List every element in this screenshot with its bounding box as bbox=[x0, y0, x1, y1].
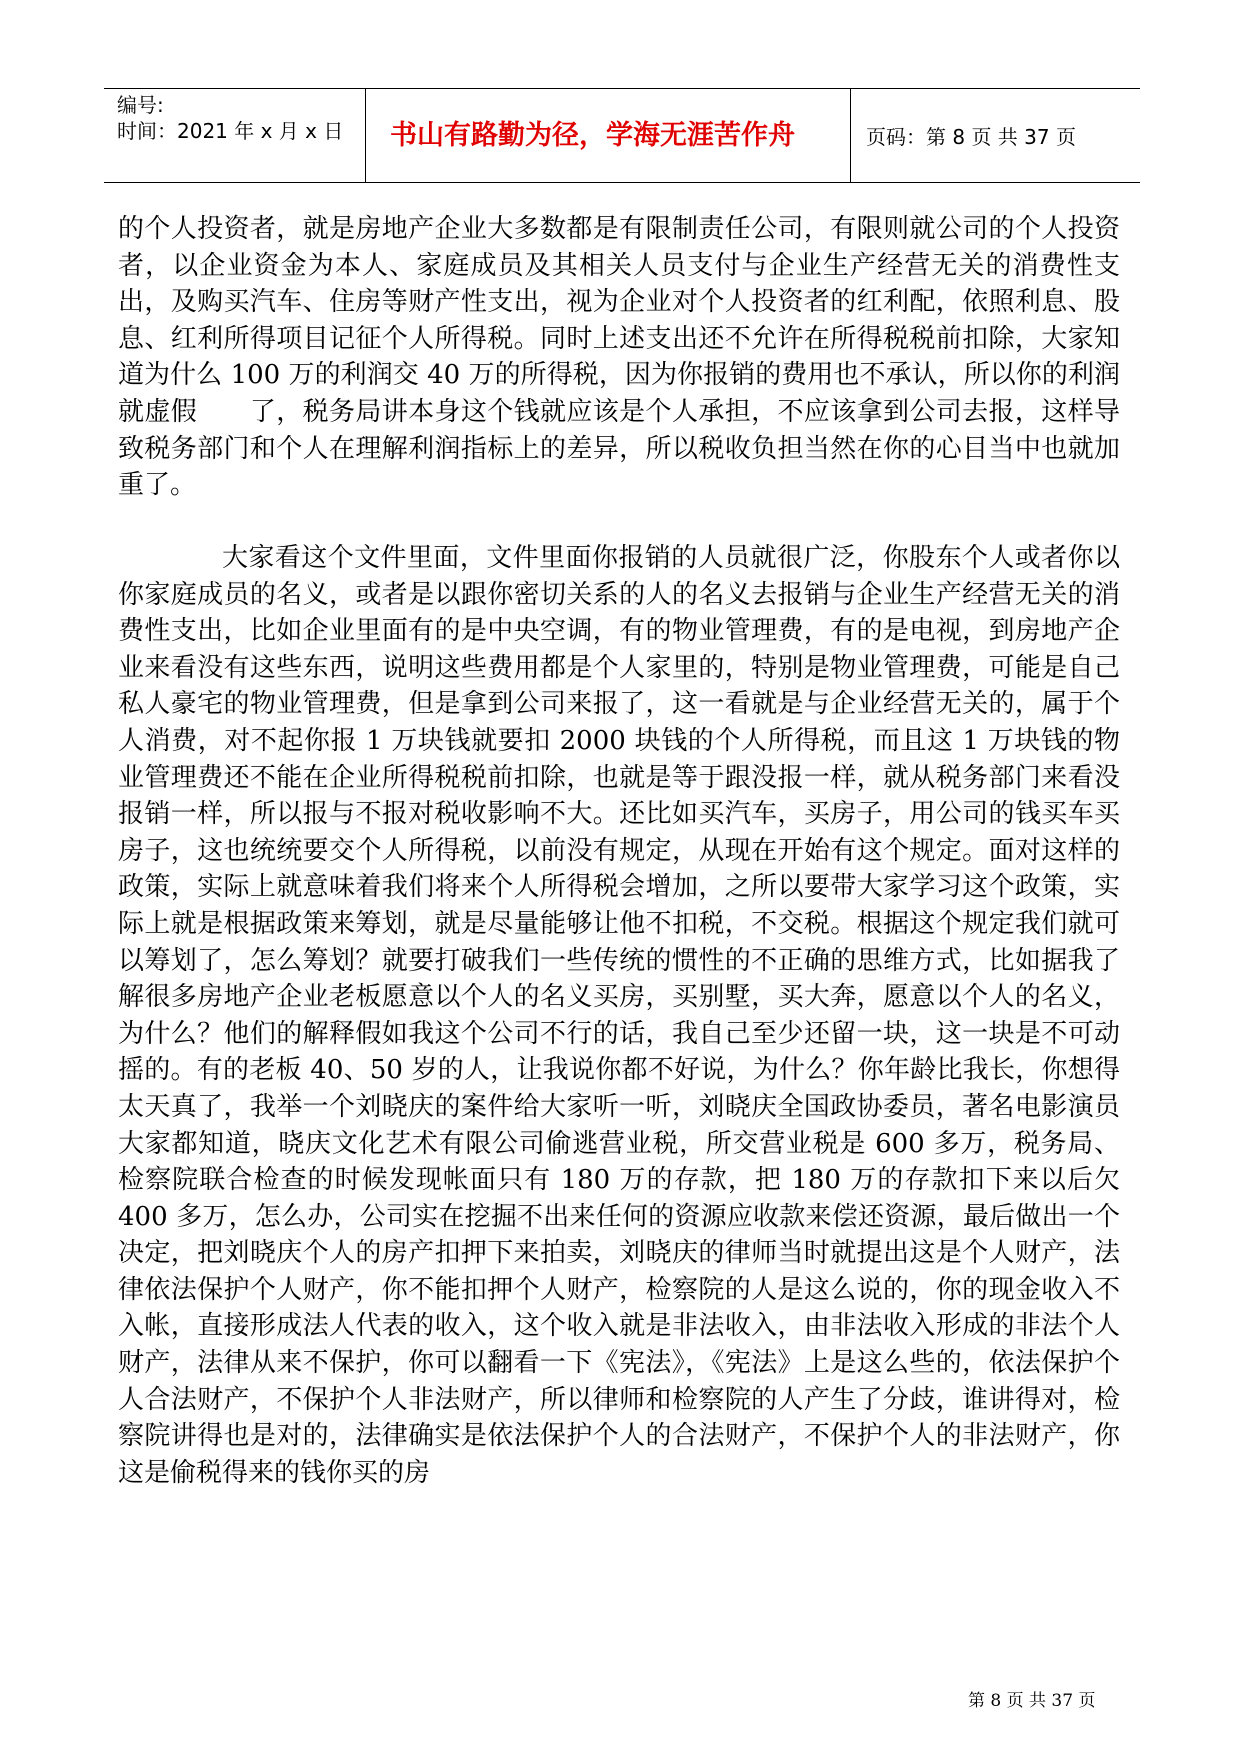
footer-page-number: 第 8 页 共 37 页 bbox=[968, 1691, 1096, 1711]
body-paragraph-2: 大家看这个文件里面，文件里面你报销的人员就很广泛，你股东个人或者你以你家庭成员的名义，或者是以跟你密切关系的人的名义去报销与企业生产经营无关的消费性支出，比如企业里面有的是中央空调，有的物业管理费，有的是电视，到房地产企业来看没有这些东西，说明这些费用都是个人家里的，特别是物业管理费，可能是自己私人豪宅的物业管理费，但是拿到公司来报了，这一看就是与企业经营无关的，属于个人消费，对不起你报 1 万块钱就要扣 2000 块钱的个人所得税，而且这 1 万块钱的物业管理费还不能在企业所得税税前扣除，也就是等于跟没报一样，就从税务部门来看没报销一样，所以报与不报对税收影响不大。还比如买汽车，买房子，用公司的钱买车买房子，这也统统要交个人所得税，以前没有规定，从现在开始有这个规定。面对这样的政策，实际上就意味着我们将来个人所得税会增加，之所以要带大家学习这个政策，实际上就是根据政策来筹划，就是尽量能够让他不扣税，不交税。根据这个规定我们就可以筹划了，怎么筹划？就要打破我们一些传统的惯性的不正确的思维方式，比如据我了解很多房地产企业老板愿意以个人的名义买房，买别墅，买大奔，愿意以个人的名义，为什么？他们的解释假如我这个公司不行的话，我自己至少还留一块，这一块是不可动摇的。有的老板 40、50 岁的人，让我说你都不好说，为什么？你年龄比我长，你想得太天真了，我举一个刘晓庆的案件给大家听一听，刘晓庆全国政协委员，著名电影演员大家都知道，晓庆文化艺术有限公司偷逃营业税，所交营业税是 600 多万，税务局、检察院联合检查的时候发现帐面只有 180 万的存款，把 180 万的存款扣下来以后欠 400 多万，怎么办，公司实在挖掘不出来任何的资源应收款来偿还资源，最后做出一个决定，把刘晓庆个人的房产扣押下来拍卖，刘晓庆的律师当时就提出这是个人财产，法律依法保护个人财产，你不能扣押个人财产，检察院的人是这么说的，你的现金收入不入帐，直接形成法人代表的收入，这个收入就是非法收入，由非法收入形成的非法个人财产，法律从来不保护，你可以翻看一下《宪法》，《宪法》上是这么些的，依法保护个人合法财产，不保护个人非法财产，所以律师和检察院的人产生了分歧，谁讲得对，检察院讲得也是对的，法律确实是依法保护个人的合法财产，不保护个人的非法财产，你这是偷税得来的钱你买的房 bbox=[118, 543, 1120, 1488]
header-motto: 书山有路勤为径，学海无涯苦作舟 bbox=[390, 120, 795, 151]
header-time-label: 时间：2021 年 x 月 x 日 bbox=[117, 119, 344, 143]
header-page-label: 页码：第 8 页 共 37 页 bbox=[866, 125, 1076, 149]
header-divider-left bbox=[365, 88, 366, 182]
header-divider-right bbox=[850, 88, 851, 182]
header-bottom-rule bbox=[104, 182, 1140, 183]
header-number-label: 编号: bbox=[117, 93, 164, 117]
header-top-rule bbox=[104, 88, 1140, 89]
body-paragraph-1: 的个人投资者，就是房地产企业大多数都是有限制责任公司，有限则就公司的个人投资者，以企业资金为本人、家庭成员及其相关人员支付与企业生产经营无关的消费性支出，及购买汽车、住房等财产性支出，视为企业对个人投资者的红利配，依照利息、股息、红利所得项目记征个人所得税。同时上述支出还不允许在所得税税前扣除，大家知道为什么 100 万的利润交 40 万的所得税，因为你报销的费用也不承认，所以你的利润就虚假 了，税务局讲本身这个钱就应该是个人承担，不应该拿到公司去报，这样导致税务部门和个人在理解利润指标上的差异，所以税收负担当然在你的心目当中也就加重了。 bbox=[118, 214, 1120, 501]
